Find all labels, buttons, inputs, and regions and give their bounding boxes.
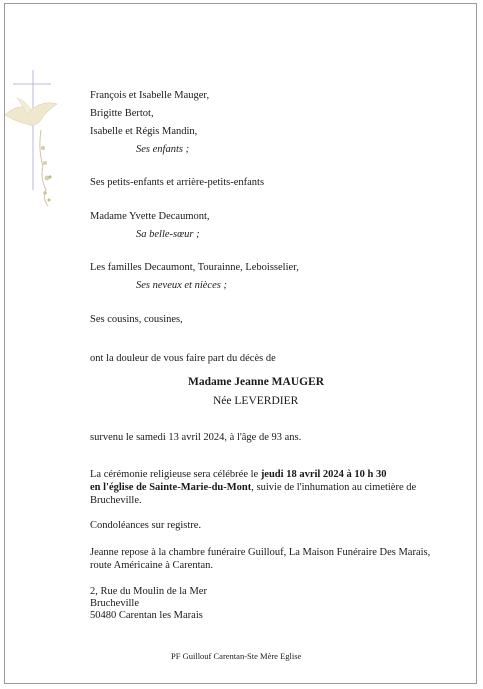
ceremony-line-2 (90, 481, 416, 494)
rest-line-1: Jeanne repose à la chambre funéraire Guillouf, La Maison Funéraire Des Marais, (90, 547, 431, 558)
address-line-1: 2, Rue du Moulin de la Mer (90, 586, 207, 597)
cross-dove-icon (5, 70, 65, 210)
cousins-line: Ses cousins, cousines, (90, 314, 183, 325)
grandchildren-line: Ses petits-enfants et arrière-petits-enfants (90, 177, 265, 188)
address-line-2: Brucheville (90, 598, 139, 609)
family-line-2: Brigitte Bertot, (90, 108, 154, 119)
children-title: Ses enfants ; (136, 144, 190, 155)
ceremony-date-time: jeudi 18 avril 2024 à 10 h 30 (260, 469, 387, 480)
condolences: Condoléances sur registre. (90, 520, 202, 531)
families-line: Les familles Decaumont, Tourainne, Leboisselier, (90, 262, 299, 273)
maiden-name: Née LEVERDIER (213, 395, 299, 407)
ceremony-text: La cérémonie religieuse sera célébrée le (90, 469, 261, 480)
family-line-1: François et Isabelle Mauger, (90, 90, 210, 101)
ceremony-text-2: , suivie de l'inhumation au cimetière de (251, 482, 417, 493)
family-line-3: Isabelle et Régis Mandin, (90, 126, 198, 137)
ceremony-place: en l'église de Sainte-Marie-du-Mont (90, 482, 252, 493)
deceased-name: Madame Jeanne MAUGER (188, 376, 325, 388)
death-line: survenu le samedi 13 avril 2024, à l'âge de 93 ans. (90, 432, 302, 443)
announcement-intro: ont la douleur de vous faire part du décès de (90, 353, 276, 364)
address-line-3: 50480 Carentan les Marais (90, 610, 203, 621)
footer: PF Guillouf Carentan-Ste Mère Eglise (171, 651, 302, 661)
sister-name: Madame Yvette Decaumont, (90, 211, 210, 222)
ceremony-line-3: Brucheville. (90, 495, 142, 506)
rest-line-2: route Américaine à Carentan. (90, 560, 214, 571)
obituary-page (4, 3, 477, 684)
families-title: Ses neveux et nièces ; (136, 280, 227, 291)
ceremony-line-1 (90, 468, 387, 481)
sister-title: Sa belle-sœur ; (136, 229, 200, 240)
